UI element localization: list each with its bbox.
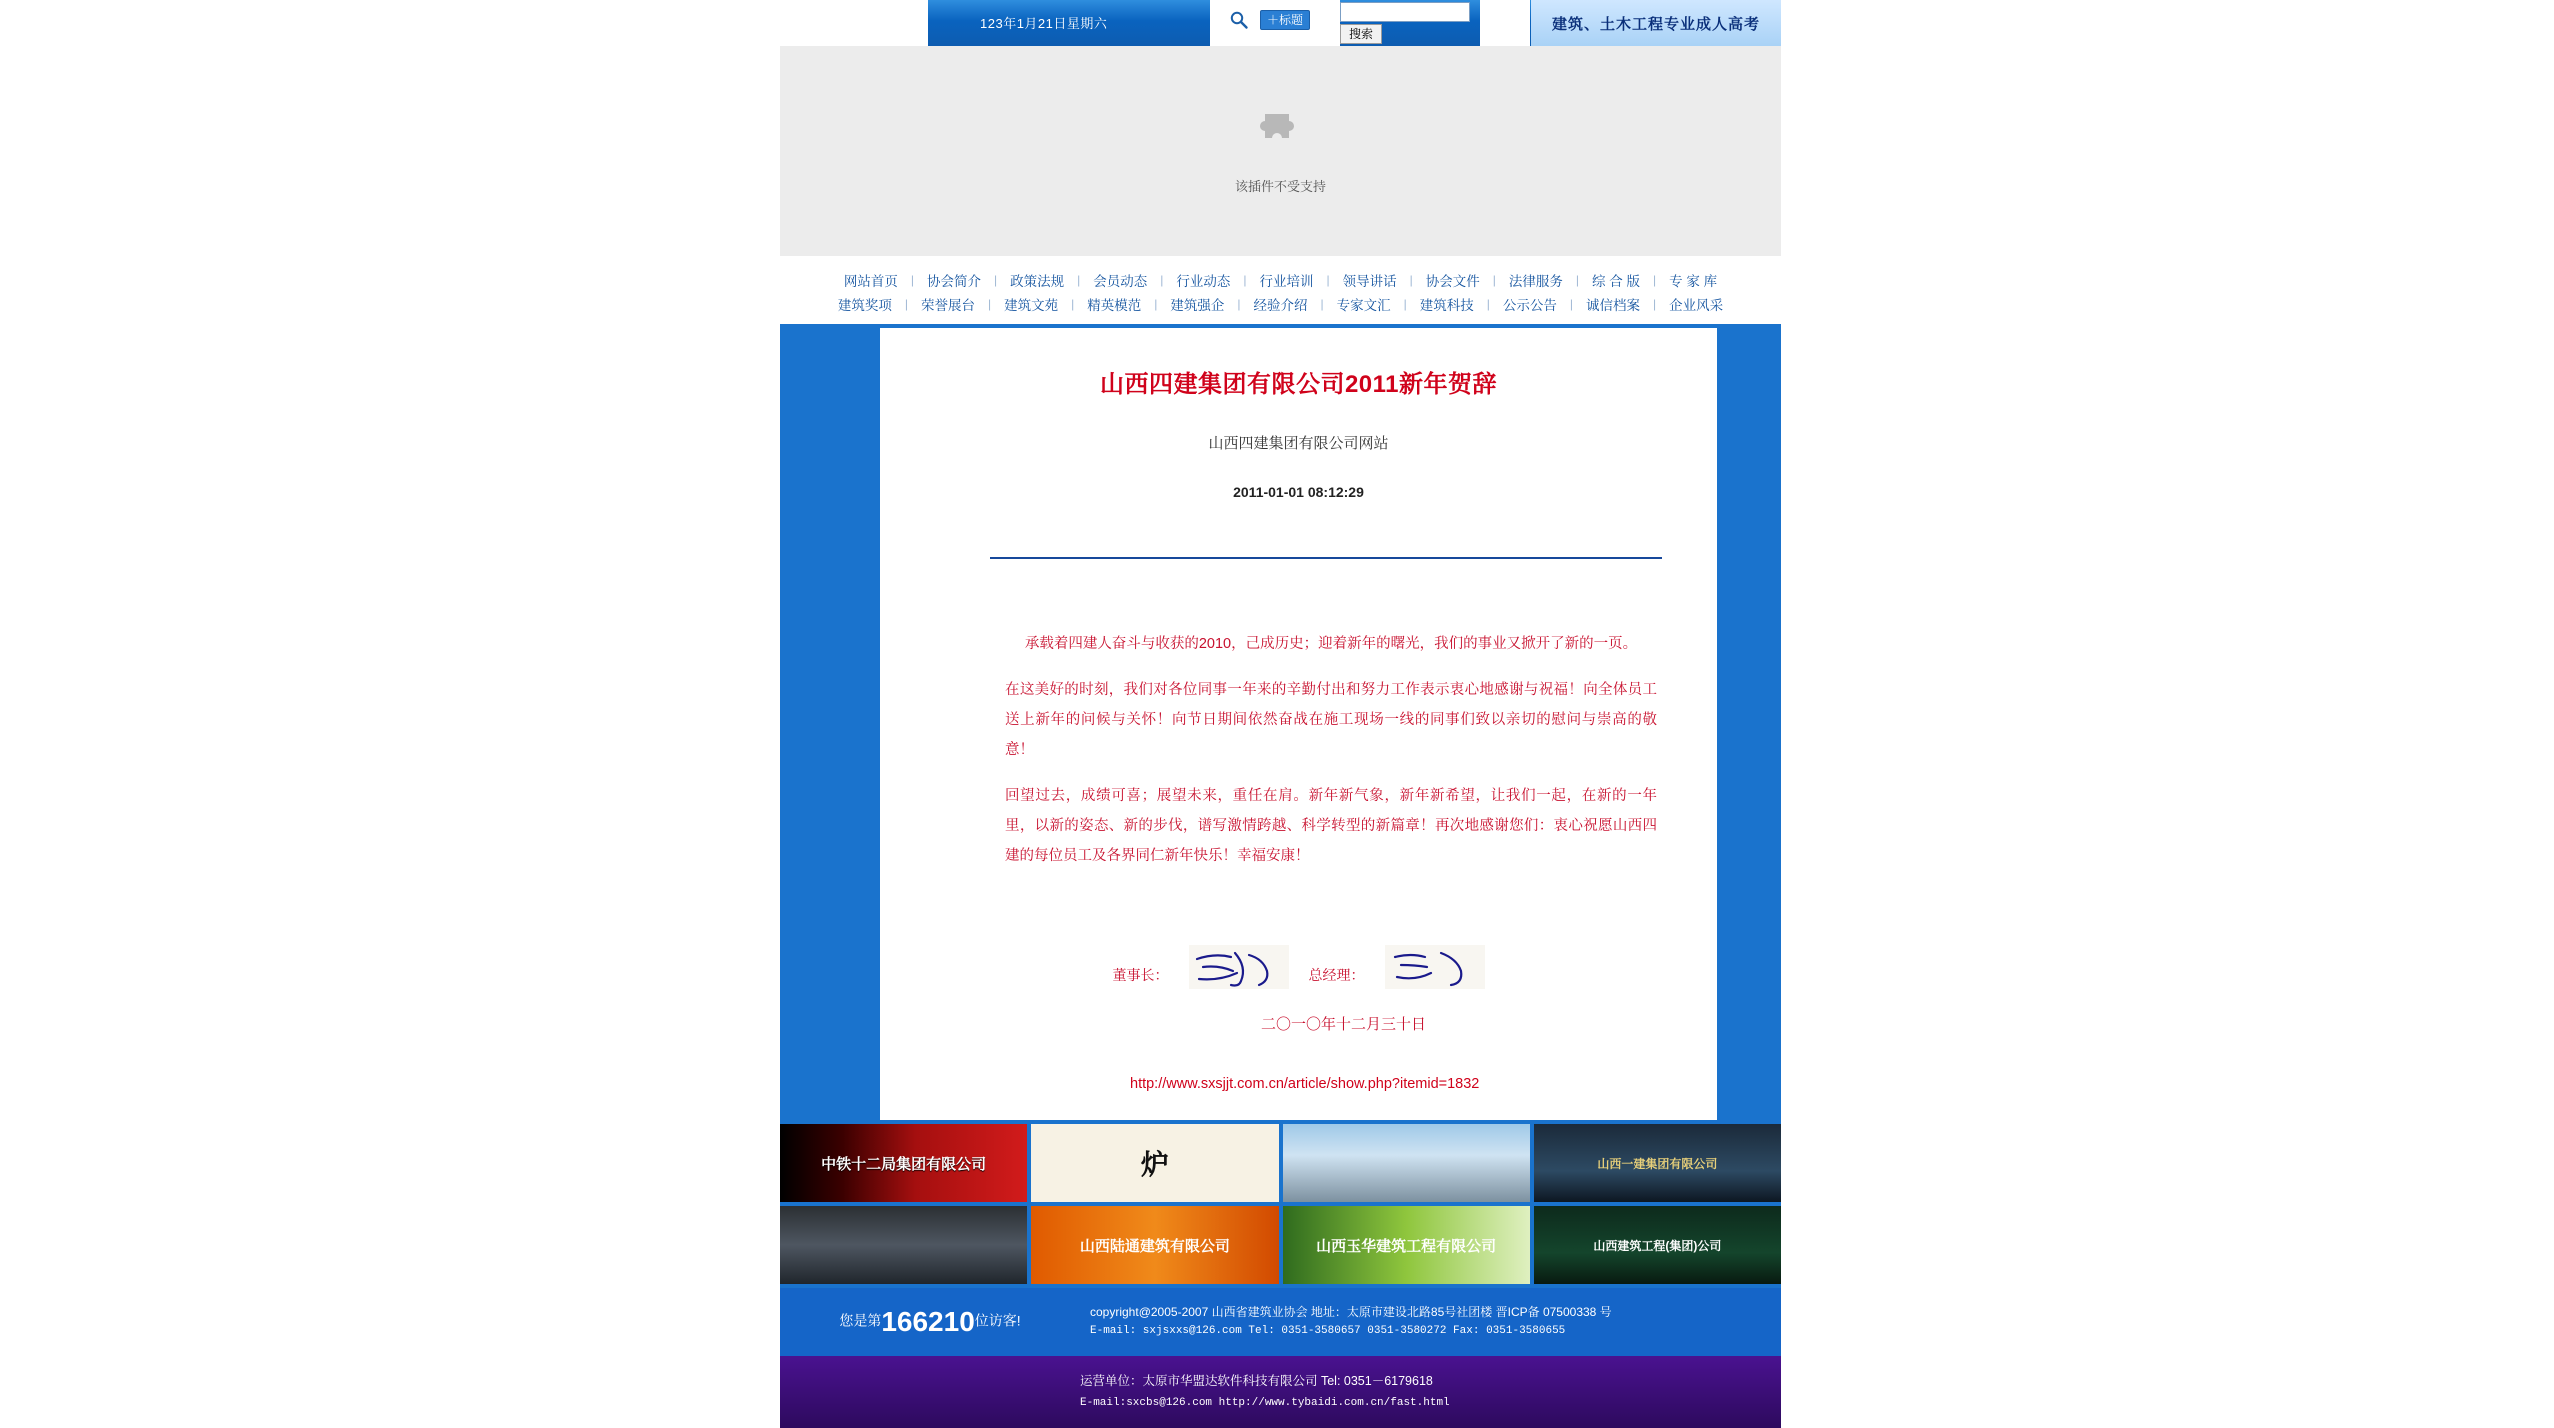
partner-logo-grid (780, 1120, 1781, 1288)
nav-item-awards[interactable]: 建筑奖项 (837, 298, 892, 313)
nav-separator: | (1403, 297, 1407, 311)
logo-caption: 山西陆通建筑有限公司 (1079, 1237, 1230, 1255)
nav-item-policy[interactable]: 政策法规 (1010, 274, 1065, 289)
nav-item-technology[interactable]: 建筑科技 (1419, 298, 1474, 313)
nav-separator: | (1154, 297, 1158, 311)
nav-item-home[interactable]: 网站首页 (843, 274, 898, 289)
signature-date: 二〇一〇年十二月三十日 (1260, 1016, 1426, 1033)
add-title-button[interactable]: ＋标题 (1260, 10, 1310, 30)
chairman-label: 董事长： (1112, 967, 1169, 983)
nav-separator: | (993, 273, 998, 287)
topbar-left-filler (780, 0, 928, 46)
nav-item-elite[interactable]: 精英模范 (1087, 298, 1142, 313)
nav-item-strong-enterprise[interactable]: 建筑强企 (1170, 298, 1225, 313)
visitor-suffix: 位访客! (974, 1312, 1021, 1329)
logo-sxyj[interactable] (1534, 1124, 1781, 1202)
nav-item-comprehensive[interactable]: 综 合 版 (1591, 274, 1640, 289)
nav-separator: | (1492, 273, 1496, 287)
nav-item-experience[interactable]: 经验介绍 (1253, 298, 1308, 313)
nav-separator: | (1237, 297, 1241, 311)
nav-separator: | (1653, 297, 1657, 311)
logo-caption: 山西建筑工程(集团)公司 (1593, 1238, 1722, 1253)
plugin-placeholder (780, 46, 1781, 256)
visitor-counter (780, 1306, 1080, 1338)
nav-item-about[interactable]: 协会简介 (926, 274, 981, 289)
article-container (880, 328, 1717, 1120)
current-date-text: 123年1月21日星期六 (980, 16, 1108, 31)
top-ad-text: 建筑、土木工程专业成人高考 (1551, 15, 1760, 33)
puzzle-piece-icon (1253, 108, 1309, 164)
nav-separator: | (1071, 297, 1075, 311)
logo-caption: 中铁十二局集团有限公司 (821, 1155, 987, 1173)
footer-primary (780, 1288, 1781, 1356)
manager-signature-image (1385, 945, 1485, 989)
nav-separator: | (1320, 297, 1324, 311)
logo-building-exterior[interactable] (780, 1206, 1027, 1284)
logo-caption: 炉 (1140, 1148, 1169, 1181)
website-frame (780, 0, 1781, 1428)
nav-item-honor[interactable]: 荣誉展台 (921, 298, 975, 313)
copyright-line-2: E-mail: sxjsxxs@126.com Tel: 0351-3580657 0351-3580272 Fax: 0351-3580655 (1090, 1325, 1566, 1337)
operator-block (780, 1356, 1781, 1414)
footer-secondary (780, 1356, 1781, 1428)
nav-separator: | (1569, 297, 1573, 311)
article-paragraph-1: 承载着四建人奋斗与收获的2010，己成历史；迎着新年的曙光，我们的事业又掀开了新的一页。 (1024, 636, 1638, 652)
nav-item-legal[interactable]: 法律服务 (1508, 274, 1563, 289)
article-source: 山西四建集团有限公司网站 (1208, 435, 1389, 452)
nav-separator: | (1575, 273, 1579, 287)
nav-row-2 (780, 294, 1781, 314)
search-icon[interactable] (1230, 11, 1248, 29)
top-ad-banner[interactable] (1531, 0, 1781, 46)
article-paragraph-2: 在这美好的时刻，我们对各位同事一年来的辛勤付出和努力工作表示衷心地感谢与祝福！向全体员工送上新年的问候与关怀！向节日期间依然奋战在施工现场一线的同事们致以亲切的慰问与崇高的敬意！ (1005, 682, 1657, 758)
nav-item-credit-file[interactable]: 诚信档案 (1586, 298, 1640, 313)
chairman-signature-image (1189, 945, 1289, 989)
top-bar (780, 0, 1781, 46)
article-title: 山西四建集团有限公司2011新年贺辞 (1099, 371, 1498, 398)
nav-separator: | (1077, 273, 1081, 287)
nav-item-expert-articles[interactable]: 专家文汇 (1336, 298, 1391, 313)
visitor-count: 166210 (881, 1306, 975, 1337)
plugin-message: 该插件不受支持 (1234, 178, 1326, 194)
copyright-line-1: copyright@2005-2007 山西省建筑业协会 地址：太原市建设北路85号社团楼 晋ICP备 07500338 号 (1090, 1305, 1612, 1319)
nav-separator: | (1486, 297, 1490, 311)
nav-item-literature[interactable]: 建筑文苑 (1004, 298, 1059, 313)
divider (990, 557, 1662, 559)
nav-separator: | (1409, 273, 1413, 287)
nav-item-documents[interactable]: 协会文件 (1425, 274, 1480, 289)
nav-separator: | (1243, 273, 1247, 287)
nav-item-announcements[interactable]: 公示公告 (1502, 298, 1557, 313)
nav-item-speeches[interactable]: 领导讲话 (1342, 274, 1397, 289)
logo-caption: 山西玉华建筑工程有限公司 (1316, 1237, 1497, 1255)
logo-calligraphy[interactable] (1031, 1124, 1278, 1202)
logo-lutong[interactable] (1031, 1206, 1278, 1284)
nav-separator: | (1653, 273, 1657, 287)
logo-sxjzgc[interactable] (1534, 1206, 1781, 1284)
nav-separator: | (1160, 273, 1164, 287)
article-url[interactable]: http://www.sxsjjt.com.cn/article/show.php?itemid=1832 (1130, 1076, 1480, 1092)
nav-item-member-news[interactable]: 会员动态 (1093, 274, 1148, 289)
logo-zhongtie-12[interactable] (780, 1124, 1027, 1202)
operator-line-2: E-mail:sxcbs@126.com http://www.tybaidi.com.cn/fast.html (1080, 1397, 1450, 1409)
operator-line-1: 运营单位：太原市华盟达软件科技有限公司 Tel: 0351－6179618 (1080, 1374, 1433, 1388)
logo-high-speed-train[interactable] (1283, 1124, 1530, 1202)
signature-row (880, 945, 1717, 989)
logo-yuhua[interactable] (1283, 1206, 1530, 1284)
nav-item-industry-news[interactable]: 行业动态 (1176, 274, 1231, 289)
nav-item-experts[interactable]: 专 家 库 (1669, 274, 1718, 289)
article-timestamp: 2011-01-01 08:12:29 (1233, 484, 1364, 500)
article-paragraph-3: 回望过去，成绩可喜；展望未来，重任在肩。新年新气象，新年新希望，让我们一起，在新的一年里，以新的姿态、新的步伐，谱写激情跨越、科学转型的新篇章！再次地感谢您们：衷心祝愿山西四建的每位员工及各界同仁新年快乐！幸福安康！ (1005, 788, 1657, 864)
nav-item-enterprise-style[interactable]: 企业风采 (1669, 298, 1724, 313)
copyright-block (1080, 1303, 1781, 1341)
nav-separator: | (910, 273, 914, 287)
nav-separator: | (1326, 273, 1330, 287)
visitor-prefix: 您是第 (839, 1312, 882, 1329)
manager-label: 总经理： (1308, 967, 1365, 983)
search-input[interactable] (1340, 2, 1470, 22)
logo-caption: 山西一建集团有限公司 (1597, 1156, 1718, 1171)
search-submit-button[interactable]: 搜索 (1340, 24, 1382, 44)
nav-item-training[interactable]: 行业培训 (1259, 274, 1314, 289)
nav-separator: | (904, 297, 908, 311)
main-navigation (780, 256, 1781, 324)
nav-separator: | (988, 297, 992, 311)
topbar-gap (1480, 0, 1530, 46)
nav-row-1 (780, 270, 1781, 290)
content-outer (780, 324, 1781, 1120)
